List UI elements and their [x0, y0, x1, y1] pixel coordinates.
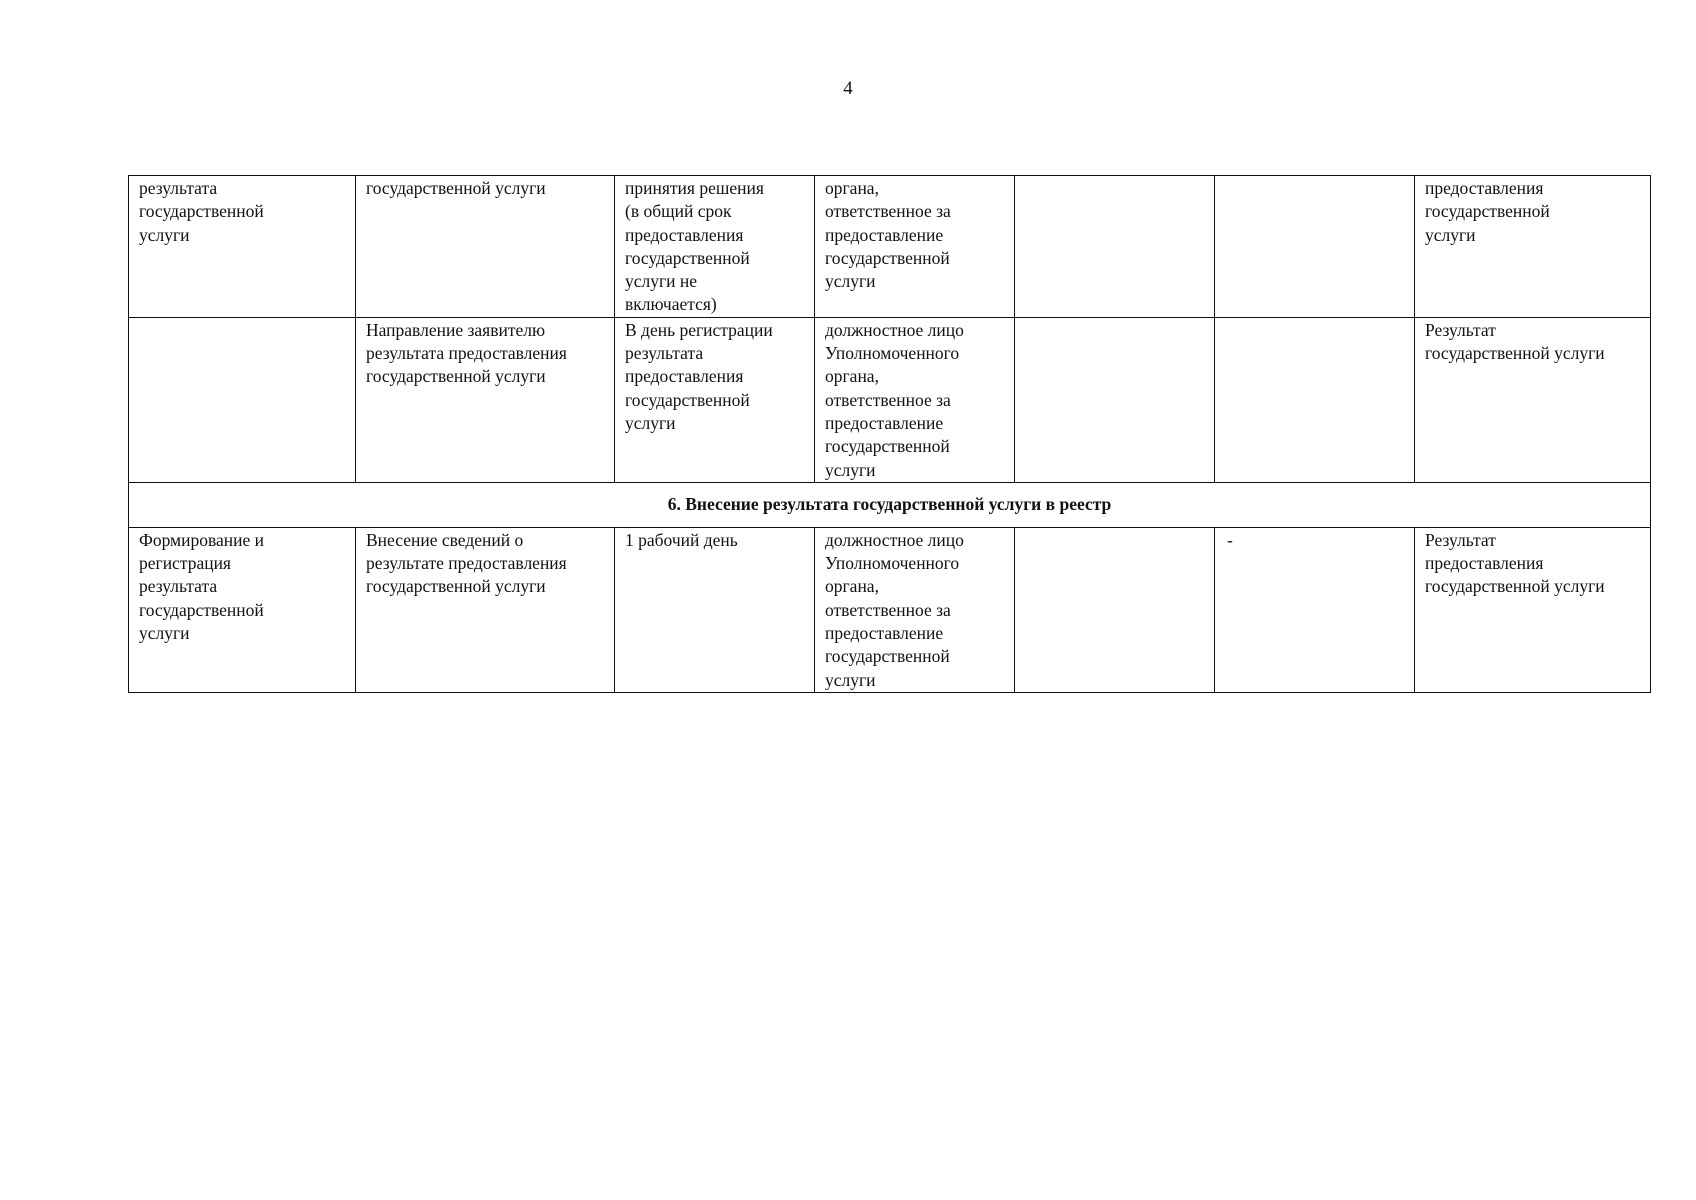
table-cell-result: Результат государственной услуги	[1415, 317, 1651, 482]
table-cell-criteria	[1215, 317, 1415, 482]
table-cell-duration: В день регистрации результата предоставления государственной услуги	[615, 317, 815, 482]
table-cell-action: государственной услуги	[356, 176, 615, 318]
table-cell-duration: принятия решения (в общий срок предоставления государственной услуги не включается)	[615, 176, 815, 318]
table-cell-action: Направление заявителю результата предоставления государственной услуги	[356, 317, 615, 482]
table-cell-action: Внесение сведений о результате предоставления государственной услуги	[356, 527, 615, 692]
table-cell-criteria: -	[1215, 527, 1415, 692]
table-row	[129, 527, 1651, 692]
table-row	[129, 317, 1651, 482]
table-cell-result: Результат предоставления государственной услуги	[1415, 527, 1651, 692]
table-row	[129, 176, 1651, 318]
table-cell-procedure: результата государственной услуги	[129, 176, 356, 318]
page-number: 4	[843, 78, 853, 99]
table-cell-place	[1015, 176, 1215, 318]
table-cell-responsible: должностное лицо Уполномоченного органа, ответственное за предоставление государственной услуги	[815, 527, 1015, 692]
table-cell-duration: 1 рабочий день	[615, 527, 815, 692]
table-cell-responsible: должностное лицо Уполномоченного органа, ответственное за предоставление государственной услуги	[815, 317, 1015, 482]
table-cell-responsible: органа, ответственное за предоставление государственной услуги	[815, 176, 1015, 318]
table-cell-place	[1015, 527, 1215, 692]
table-cell-procedure: Формирование и регистрация результата государственной услуги	[129, 527, 356, 692]
section-header-row	[129, 482, 1651, 527]
table-cell-criteria	[1215, 176, 1415, 318]
procedure-table	[128, 175, 1651, 693]
table-cell-place	[1015, 317, 1215, 482]
table-cell-result: предоставления государственной услуги	[1415, 176, 1651, 318]
table-cell-procedure	[129, 317, 356, 482]
section-header: 6. Внесение результата государственной услуги в реестр	[129, 482, 1651, 527]
